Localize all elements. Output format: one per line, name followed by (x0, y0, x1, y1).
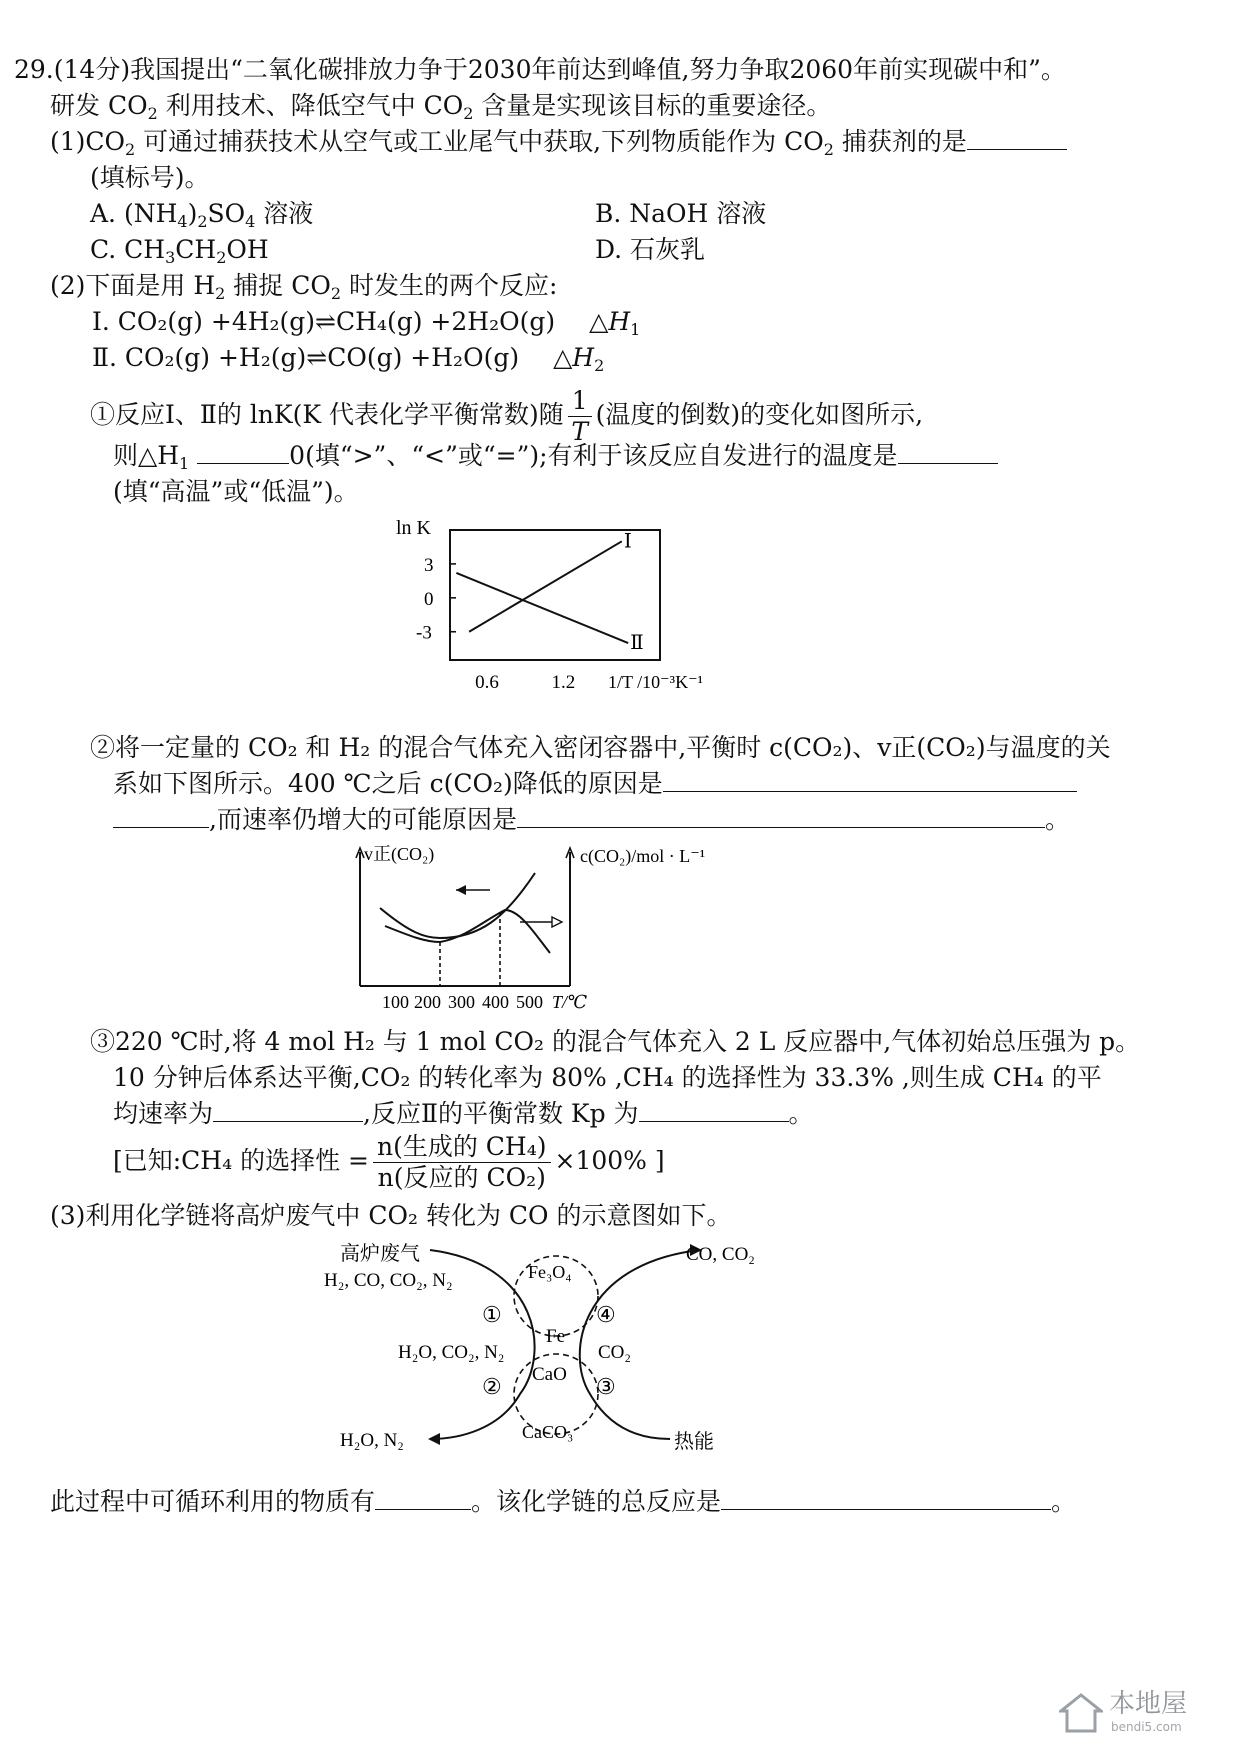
concentration-curve (385, 910, 550, 953)
t-tick-300: 300 (448, 992, 475, 1012)
answer-blank-recycled[interactable] (375, 1487, 471, 1510)
answer-blank-reason-2[interactable] (517, 805, 1045, 828)
lnk-y-axis-label: ln K (396, 517, 431, 539)
right-outlet-gases: CO, CO₂ (686, 1244, 755, 1265)
house-logo-icon (1059, 1691, 1103, 1735)
part1-stem: $(1)CO_2$ 可通过捕获技术从空气或工业尾气中获取,下列物质能作为 $CO_2$ 捕获剂的是 (50, 124, 1067, 160)
left-outlet-gases: H₂O, N₂ (340, 1430, 404, 1451)
answer-blank-temperature[interactable] (898, 441, 998, 464)
lnk-x-axis-label: 1/T /10⁻³K⁻¹ (608, 672, 703, 692)
answer-blank-rate[interactable] (213, 1099, 363, 1122)
site-watermark (1059, 1687, 1224, 1741)
co2-label: CO₂ (598, 1342, 632, 1363)
step-2-label: ② (482, 1374, 502, 1399)
blast-furnace-gas-label: 高炉废气 (340, 1243, 420, 1265)
question-number: 29. (14, 55, 54, 84)
heat-energy-label: 热能 (674, 1431, 714, 1453)
part3-stem: (3)利用化学链将高炉废气中 CO₂ 转化为 CO 的示意图如下。 (50, 1201, 732, 1230)
q1-line2: 则$\triangle H_1$ 0(填“>”、“<”或“=”);有利于该反应自发进行的温度是 (113, 438, 998, 474)
caco3-label: CaCO₃ (522, 1422, 574, 1442)
intermediate-gases: H₂O, CO₂, N₂ (398, 1342, 505, 1363)
option-a: A. $(NH_4)_2SO_4$ 溶液 (90, 199, 314, 231)
answer-blank-dh1[interactable] (197, 441, 289, 464)
arrowhead-right (552, 917, 562, 927)
answer-blank-1[interactable] (967, 127, 1067, 150)
series-ii-line (456, 573, 628, 643)
part1-stem-2: (填标号)。 (90, 163, 210, 192)
lnk-y-tick-0: 0 (424, 588, 434, 610)
lnk-x-tick-0-6: 0.6 (475, 672, 499, 693)
answer-blank-reason-1[interactable] (663, 769, 1077, 792)
part2-stem: (2)下面是用 $H_2$ 捕捉 $CO_2$ 时发生的两个反应: (50, 271, 558, 303)
q3-line3: 均速率为 ,反应Ⅱ的平衡常数 Kp 为 。 (113, 1099, 814, 1128)
rate-concentration-chart (340, 838, 780, 1014)
q2-line2: 系如下图所示。400 ℃之后 c(CO₂)降低的原因是 (113, 766, 1077, 802)
question-header (14, 52, 1066, 88)
reaction-2: Ⅱ. CO₂(g) +H₂(g)⇌CO(g) +H₂O(g) $\triangle H_2$ (92, 343, 605, 375)
t-tick-100: 100 (382, 992, 409, 1012)
q2-line1: ②将一定量的 CO₂ 和 H₂ 的混合气体充入密闭容器中,平衡时 c(CO₂)、v正(CO₂)与温度的关 (90, 733, 1111, 762)
step-4-label: ④ (596, 1302, 616, 1327)
q3-line2: 10 分钟后体系达平衡,CO₂ 的转化率为 80% ,CH₄ 的选择性为 33.3% ,则生成 CH₄ 的平 (113, 1063, 1102, 1092)
answer-blank-kp[interactable] (639, 1099, 789, 1122)
lnk-chart (390, 510, 730, 720)
watermark-text: 本地屋 (1109, 1689, 1188, 1719)
t-axis-label: T/℃ (552, 992, 588, 1012)
fe-label: Fe (546, 1326, 565, 1347)
intro-line-2: 研发 $CO_2$ 利用技术、降低空气中 $CO_2$ 含量是实现该目标的重要途径。 (50, 91, 832, 123)
inlet-gases: H₂, CO, CO₂, N₂ (324, 1270, 453, 1291)
option-d: D. 石灰乳 (595, 235, 706, 264)
right-axis-label: c(CO₂)/mol · L⁻¹ (580, 846, 706, 866)
left-outlet-arrowhead (428, 1433, 440, 1445)
q1-line1: ①反应Ⅰ、Ⅱ的 lnK(K 代表化学平衡常数)随 $\frac{1}{T}$ (温度的倒数)的变化如图所示, (90, 386, 924, 446)
option-c: C. $CH_3CH_2OH$ (90, 235, 269, 267)
series-i-label: Ⅰ (623, 530, 632, 553)
left-axis-label: v正(CO₂) (364, 844, 435, 864)
inverse-temp-fraction: $\frac{1}{T}$ (568, 386, 592, 447)
question-points: (14分) (53, 55, 131, 84)
part3-final-line: 此过程中可循环利用的物质有 。该化学链的总反应是 。 (50, 1487, 1077, 1516)
q3-line1: ③220 ℃时,将 4 mol H₂ 与 1 mol CO₂ 的混合气体充入 2 L 反应器中,气体初始总压强为 p。 (90, 1027, 1141, 1056)
t-tick-200: 200 (414, 992, 441, 1012)
q2-line3: ,而速率仍增大的可能原因是 。 (113, 802, 1070, 838)
answer-blank-overall-reaction[interactable] (721, 1487, 1051, 1510)
series-ii-label: Ⅱ (630, 632, 644, 655)
t-tick-400: 400 (482, 992, 509, 1012)
lnk-y-tick-neg3: -3 (416, 622, 432, 644)
option-b: B. NaOH 溶液 (595, 199, 767, 228)
known-selectivity: [已知:CH₄ 的选择性 = $\frac{\text{n(生成的 CH₄)}}{\text{n(反应的 CO₂)}}$ ×100% ] (113, 1132, 665, 1192)
t-tick-500: 500 (516, 992, 543, 1012)
step-3-label: ③ (596, 1374, 616, 1399)
lnk-x-tick-1-2: 1.2 (551, 672, 576, 693)
lnk-y-tick-3: 3 (424, 554, 434, 576)
reaction-1: Ⅰ. CO₂(g) +4H₂(g)⇌CH₄(g) +2H₂O(g) $\triangle H_1$ (92, 307, 641, 339)
q1-line3: (填“高温”或“低温”)。 (113, 477, 359, 506)
watermark-subtext: bendi5.com (1111, 1720, 1182, 1734)
velocity-curve (380, 873, 535, 938)
fe3o4-label: Fe₃O₄ (528, 1262, 572, 1282)
step-1-label: ① (482, 1302, 502, 1327)
chemical-chain-diagram (310, 1234, 790, 1458)
cao-label: CaO (532, 1364, 567, 1385)
intro-line-1: 我国提出“二氧化碳排放力争于2030年前达到峰值,努力争取2060年前实现碳中和”。 (130, 55, 1066, 84)
selectivity-fraction: $\frac{\text{n(生成的 CH₄)}}{\text{n(反应的 CO₂)}}$ (373, 1132, 551, 1193)
answer-blank-reason-1-cont[interactable] (113, 805, 209, 828)
arrowhead-left (456, 885, 466, 895)
